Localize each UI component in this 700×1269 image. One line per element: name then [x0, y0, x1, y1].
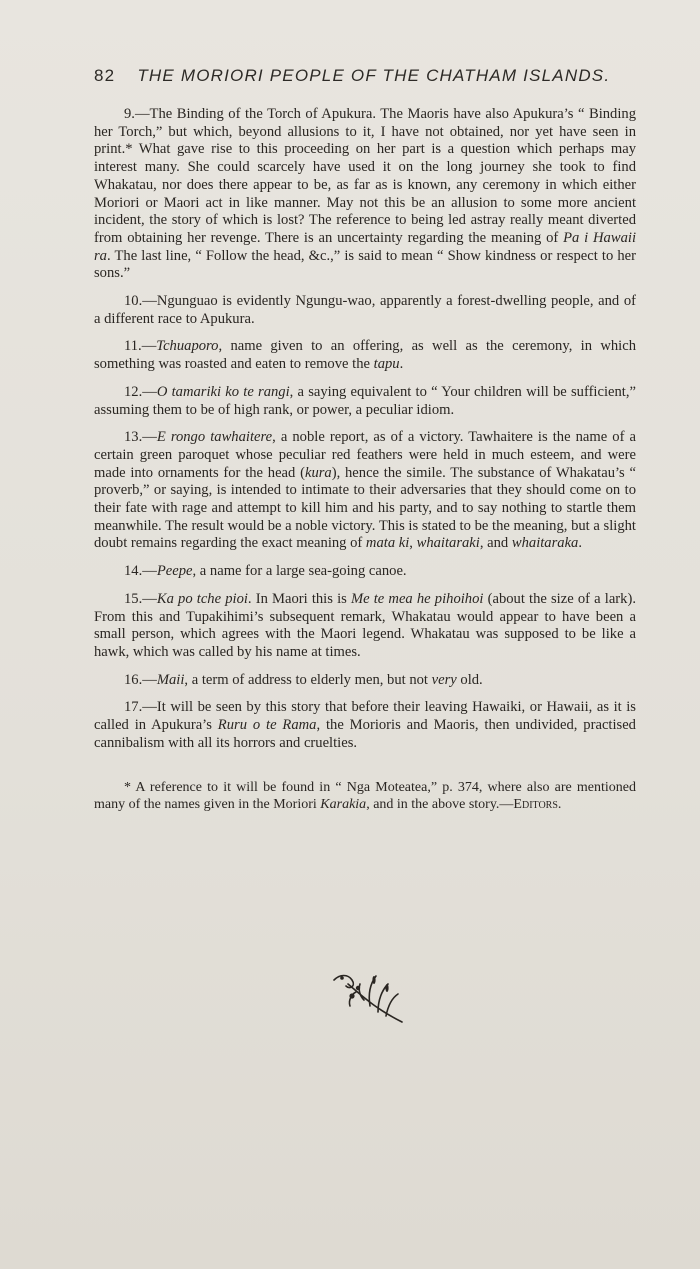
note-paragraph	[94, 563, 636, 581]
text-run: ), hence the simile. The substance of Whakatau’s “ proverb,” or saying, is intended to intimate to their adversaries that they should come on to their fate with rage and attempt to kill him and his party, and to say nothing to startle them meanwhile. The result would be a noble victory. This is stated to be the meaning, but a slight doubt remains regarding the exact meaning of	[94, 464, 636, 552]
italic-term: kura	[304, 464, 332, 481]
text-run: 12.—	[124, 383, 157, 400]
text-run: old.	[456, 671, 483, 688]
italic-term: mata ki	[365, 535, 410, 552]
page-number: 82	[94, 66, 116, 85]
text-run: Editors	[513, 796, 558, 812]
italic-term: Ruru o te Rama	[217, 717, 317, 734]
text-run: 9.—The Binding of the Torch of Apukura. The Maoris have also Apukura’s “ Binding her Torch,” but which, beyond allusions to it, I have not obtained, nor yet have seen in print.* What gave rise to this proceeding on her part is a question which perhaps may interest many. She could scarcely have used it on the long journey she took to find Whakatau, nor does there appear to be, as far as is known, any ceremony in which either Moriori or Maori act in like manner. May not this be an allusion to some more ancient incident, the story of which is lost? The reference to being led astray really meant diverted from obtaining her revenge. There is an uncertainty regarding the meaning of	[94, 106, 636, 246]
text-run: . In Maori this is	[247, 590, 351, 607]
text-run: , a term of address to elderly men, but not	[184, 671, 432, 688]
text-run: , a noble report, as of a victory. Tawhaitere is the name of a certain green paroquet whose peculiar red feathers were held in much esteem, and were made into ornaments for the head (	[94, 429, 636, 481]
text-run: ,	[409, 535, 417, 552]
notes-body	[94, 106, 636, 823]
italic-term: Peepe	[156, 563, 193, 580]
italic-term: O tamariki ko te rangi	[156, 383, 290, 400]
text-run: .	[578, 535, 583, 552]
note-paragraph	[94, 338, 636, 373]
text-run: 10.—Ngunguao is evidently Ngungu-wao, apparently a forest-dwelling people, and of a different race to Apukura.	[94, 293, 636, 327]
note-paragraph	[94, 293, 636, 328]
text-run: 14.—	[124, 563, 157, 580]
text-run: (about the size of a lark). From this and Tupakihimi’s subsequent remark, Whakatau would appear to have been a small person, which agrees with the Maori legend. Whakatau was supposed to be like a hawk, which was called by his name at times.	[94, 590, 636, 660]
text-run: .	[399, 356, 404, 373]
italic-term: Me te mea he pihoihoi	[350, 590, 484, 607]
running-header	[94, 66, 614, 86]
italic-term: Ka po tche pioi	[156, 590, 248, 607]
note-paragraph	[94, 429, 636, 553]
footnote	[94, 779, 636, 813]
floral-sprig-icon	[330, 966, 408, 1026]
text-run: . The last line, “ Follow the head, &c.,” is said to mean “ Show kindness or respect to her sons.”	[94, 247, 636, 282]
text-run: 11.—	[124, 338, 157, 355]
text-run: , name given to an offering, as well as the ceremony, in which something was roasted and eaten to remove the	[94, 338, 636, 373]
note-paragraph	[94, 106, 636, 283]
text-run: 13.—	[124, 429, 157, 446]
italic-term: very	[431, 671, 457, 688]
running-title: THE MORIORI PEOPLE OF THE CHATHAM ISLANDS.	[137, 66, 611, 85]
note-paragraph	[94, 384, 636, 419]
italic-term: Tchuaporo	[156, 338, 219, 355]
italic-term: Pa i Hawaii ra	[94, 229, 636, 264]
note-paragraph	[94, 591, 636, 662]
note-paragraph	[94, 699, 636, 752]
note-paragraph	[94, 672, 636, 690]
text-run: , and	[479, 535, 512, 552]
text-run: , a name for a large sea-going canoe.	[192, 563, 407, 580]
text-run: * A reference to it will be found in “ Nga Moteatea,” p. 374, where also are mentioned many of the names given in the Moriori	[94, 779, 636, 812]
italic-term: Maii	[156, 671, 185, 688]
text-run: 16.—	[124, 671, 157, 688]
text-run: , the Morioris and Maoris, then undivided, practised cannibalism with all its horrors and cruelties.	[94, 717, 636, 751]
italic-term: whaitaraki	[416, 535, 480, 552]
italic-term: whaitaraka	[511, 535, 579, 552]
italic-term: E rongo tawhaitere	[156, 429, 273, 446]
text-run: , and in the above story.—	[366, 796, 514, 812]
italic-term: tapu	[373, 356, 400, 373]
text-run: 15.—	[124, 590, 157, 607]
text-run: 17.—It will be seen by this story that before their leaving Hawaiki, or Hawaii, as it is called in Apukura’s	[94, 699, 636, 734]
italic-term: Karakia	[320, 796, 367, 812]
text-run: .	[557, 796, 562, 812]
text-run: , a saying equivalent to “ Your children will be sufficient,” assuming them to be of high rank, or power, a peculiar idiom.	[94, 383, 636, 418]
